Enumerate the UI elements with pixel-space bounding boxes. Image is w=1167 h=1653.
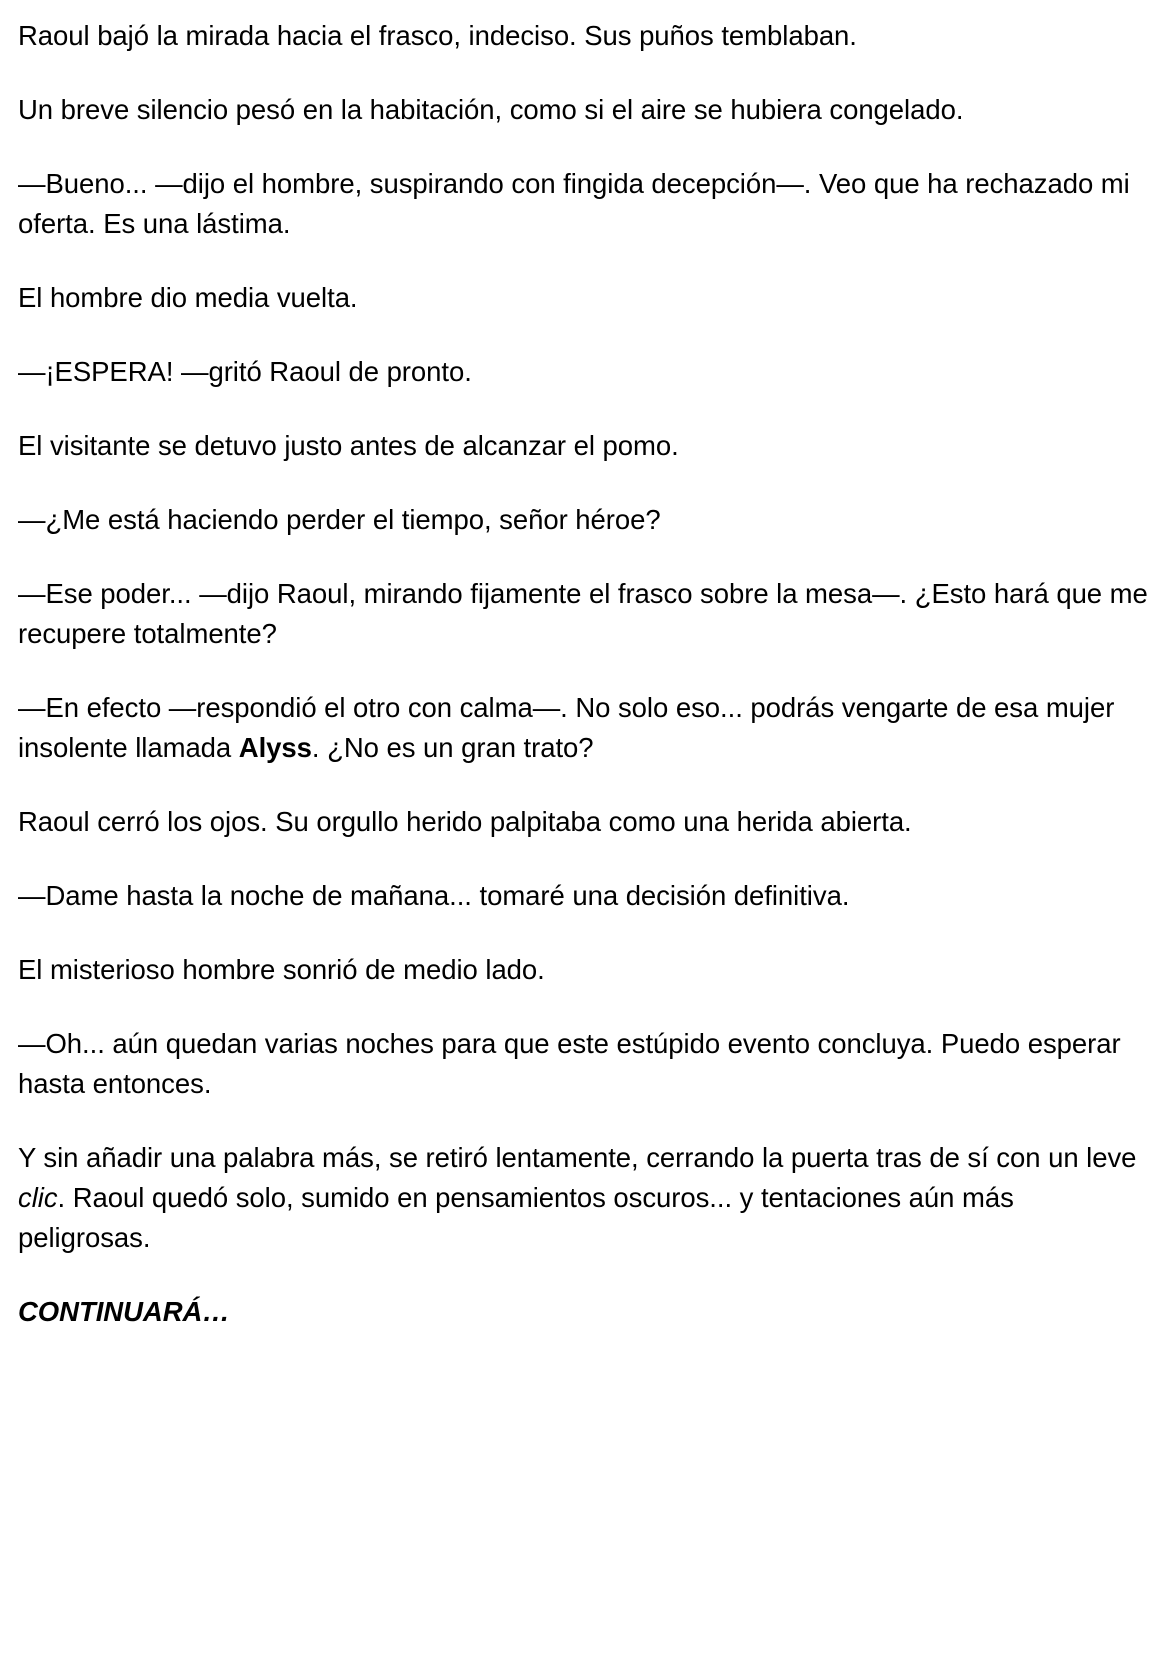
paragraph-6: El visitante se detuvo justo antes de alcanzar el pomo. — [18, 430, 679, 461]
paragraph-13: —Oh... aún quedan varias noches para que este estúpido evento concluya. Puedo esperar hasta entonces. — [18, 1028, 1121, 1099]
character-name-alyss: Alyss — [238, 732, 312, 763]
story-page — [18, 16, 1153, 1366]
paragraph-12: El misterioso hombre sonrió de medio lado. — [18, 954, 545, 985]
paragraph-14-text-end: . Raoul quedó solo, sumido en pensamientos oscuros... y tentaciones aún más peligrosas. — [18, 1182, 1014, 1253]
paragraph-14-text-start: Y sin añadir una palabra más, se retiró lentamente, cerrando la puerta tras de sí con un leve — [18, 1142, 1137, 1173]
paragraph-9 — [18, 688, 1153, 768]
paragraph-8: —Ese poder... —dijo Raoul, mirando fijamente el frasco sobre la mesa—. ¿Esto hará que me recupere totalmente? — [18, 578, 1148, 649]
clic-sound-word: clic — [18, 1182, 58, 1213]
paragraph-2: Un breve silencio pesó en la habitación, como si el aire se hubiera congelado. — [18, 94, 964, 125]
paragraph-9-text-start: —En efecto —respondió el otro con calma—. No solo eso... podrás vengarte de esa mujer insolente llamada — [18, 692, 1115, 763]
paragraph-1: Raoul bajó la mirada hacia el frasco, indeciso. Sus puños temblaban. — [18, 20, 857, 51]
paragraph-9-text-end: . ¿No es un gran trato? — [311, 732, 594, 763]
paragraph-5: —¡ESPERA! —gritó Raoul de pronto. — [18, 356, 472, 387]
paragraph-7: —¿Me está haciendo perder el tiempo, señor héroe? — [18, 504, 661, 535]
paragraph-3: —Bueno... —dijo el hombre, suspirando con fingida decepción—. Veo que ha rechazado mi oferta. Es una lástima. — [18, 168, 1130, 239]
paragraph-14 — [18, 1138, 1153, 1258]
paragraph-4: El hombre dio media vuelta. — [18, 282, 358, 313]
paragraph-10: Raoul cerró los ojos. Su orgullo herido palpitaba como una herida abierta. — [18, 806, 912, 837]
continuara-ending: CONTINUARÁ… — [18, 1296, 230, 1327]
paragraph-11: —Dame hasta la noche de mañana... tomaré una decisión definitiva. — [18, 880, 850, 911]
